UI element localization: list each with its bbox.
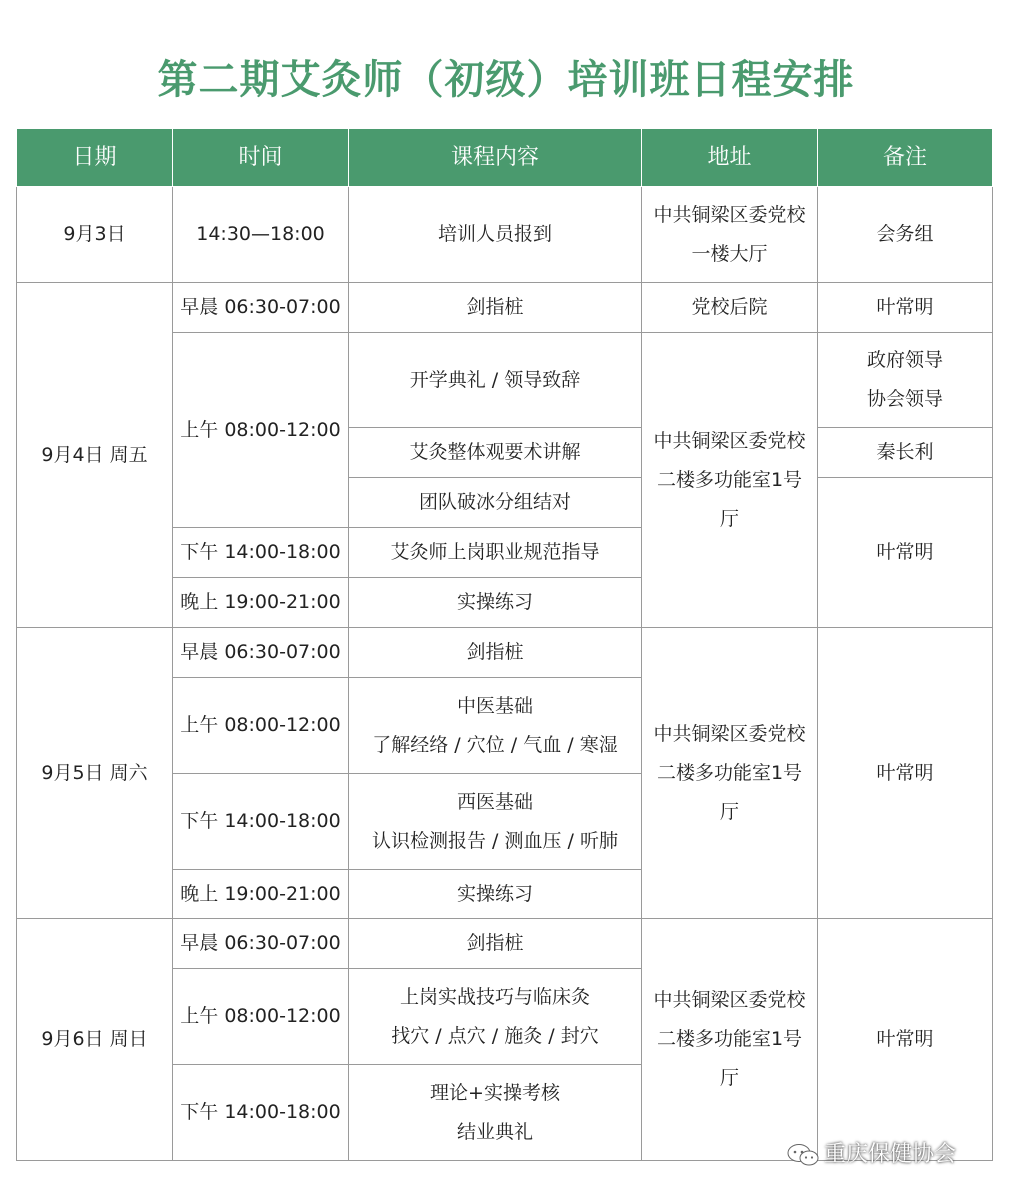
- address-cell: [642, 919, 818, 1161]
- course-cell: 剑指桩: [349, 628, 642, 678]
- address-line: 厅: [719, 507, 739, 530]
- course-line: 结业典礼: [456, 1120, 533, 1143]
- course-cell: 艾灸师上岗职业规范指导: [349, 528, 642, 578]
- course-line: 认识检测报告 / 测血压 / 听肺: [372, 829, 618, 852]
- course-cell: 实操练习: [349, 578, 642, 628]
- header-note: 备注: [818, 129, 993, 187]
- wechat-icon: [786, 1143, 820, 1167]
- watermark-text: 重庆保健协会: [824, 1142, 957, 1167]
- watermark: [786, 1140, 956, 1170]
- header-date: 日期: [17, 129, 173, 187]
- time-cell: 上午 08:00-12:00: [173, 333, 349, 528]
- address-line: 一楼大厅: [691, 242, 768, 265]
- note-line: 协会领导: [866, 388, 943, 410]
- date-cell: 9月3日: [17, 187, 173, 283]
- address-line: 厅: [719, 800, 739, 823]
- header-time: 时间: [173, 129, 349, 187]
- course-line: 西医基础: [456, 790, 533, 813]
- course-line: 了解经络 / 穴位 / 气血 / 寒湿: [372, 733, 618, 756]
- note-cell: 秦长利: [818, 428, 993, 478]
- course-cell: 实操练习: [349, 870, 642, 919]
- course-cell: 艾灸整体观要术讲解: [349, 428, 642, 478]
- time-cell: 早晨 06:30-07:00: [173, 283, 349, 333]
- time-cell: 上午 08:00-12:00: [173, 969, 349, 1065]
- course-cell: 剑指桩: [349, 283, 642, 333]
- note-cell: 叶常明: [818, 283, 993, 333]
- address-line: 二楼多功能室1号: [656, 468, 803, 491]
- address-line: 中共铜梁区委党校: [653, 429, 806, 452]
- course-line: 中医基础: [456, 694, 533, 717]
- address-cell: [642, 187, 818, 283]
- table-row: [17, 919, 993, 969]
- date-cell: 9月4日 周五: [17, 283, 173, 628]
- time-cell: 下午 14:00-18:00: [173, 774, 349, 870]
- time-cell: 下午 14:00-18:00: [173, 1065, 349, 1161]
- address-line: 二楼多功能室1号: [656, 1028, 803, 1050]
- note-line: 政府领导: [866, 349, 943, 371]
- note-cell: 叶常明: [818, 628, 993, 919]
- note-cell: 叶常明: [818, 919, 993, 1161]
- address-line: 中共铜梁区委党校: [653, 203, 806, 226]
- course-cell: 团队破冰分组结对: [349, 478, 642, 528]
- time-cell: 早晨 06:30-07:00: [173, 628, 349, 678]
- address-cell: [642, 628, 818, 919]
- date-cell: 9月5日 周六: [17, 628, 173, 919]
- header-address: 地址: [642, 129, 818, 187]
- table-row: [17, 187, 993, 283]
- course-line: 理论+实操考核: [430, 1081, 560, 1104]
- time-cell: 早晨 06:30-07:00: [173, 919, 349, 969]
- course-cell: [349, 678, 642, 774]
- note-cell: 叶常明: [818, 478, 993, 628]
- address-cell: [642, 333, 818, 628]
- date-cell: 9月6日 周日: [17, 919, 173, 1161]
- page-title: 第二期艾灸师（初级）培训班日程安排: [157, 57, 855, 103]
- course-line: 上岗实战技巧与临床灸: [399, 985, 590, 1008]
- time-cell: 晚上 19:00-21:00: [173, 578, 349, 628]
- time-cell: 下午 14:00-18:00: [173, 528, 349, 578]
- note-cell: [818, 333, 993, 428]
- address-line: 二楼多功能室1号: [656, 761, 803, 784]
- course-cell: [349, 969, 642, 1065]
- address-line: 厅: [719, 1067, 739, 1089]
- course-cell: 开学典礼 / 领导致辞: [349, 333, 642, 428]
- schedule-table: [16, 128, 993, 1161]
- time-cell: 晚上 19:00-21:00: [173, 870, 349, 919]
- address-line: 中共铜梁区委党校: [653, 722, 806, 745]
- table-header-row: [17, 129, 993, 187]
- address-line: 中共铜梁区委党校: [653, 989, 806, 1011]
- address-cell: 党校后院: [642, 283, 818, 333]
- note-cell: 会务组: [818, 187, 993, 283]
- course-cell: [349, 774, 642, 870]
- table-row: [17, 628, 993, 678]
- course-cell: 培训人员报到: [349, 187, 642, 283]
- header-course: 课程内容: [349, 129, 642, 187]
- course-cell: [349, 1065, 642, 1161]
- table-row: [17, 283, 993, 333]
- time-cell: 14:30—18:00: [173, 187, 349, 283]
- time-cell: 上午 08:00-12:00: [173, 678, 349, 774]
- course-cell: 剑指桩: [349, 919, 642, 969]
- course-line: 找穴 / 点穴 / 施灸 / 封穴: [391, 1024, 599, 1047]
